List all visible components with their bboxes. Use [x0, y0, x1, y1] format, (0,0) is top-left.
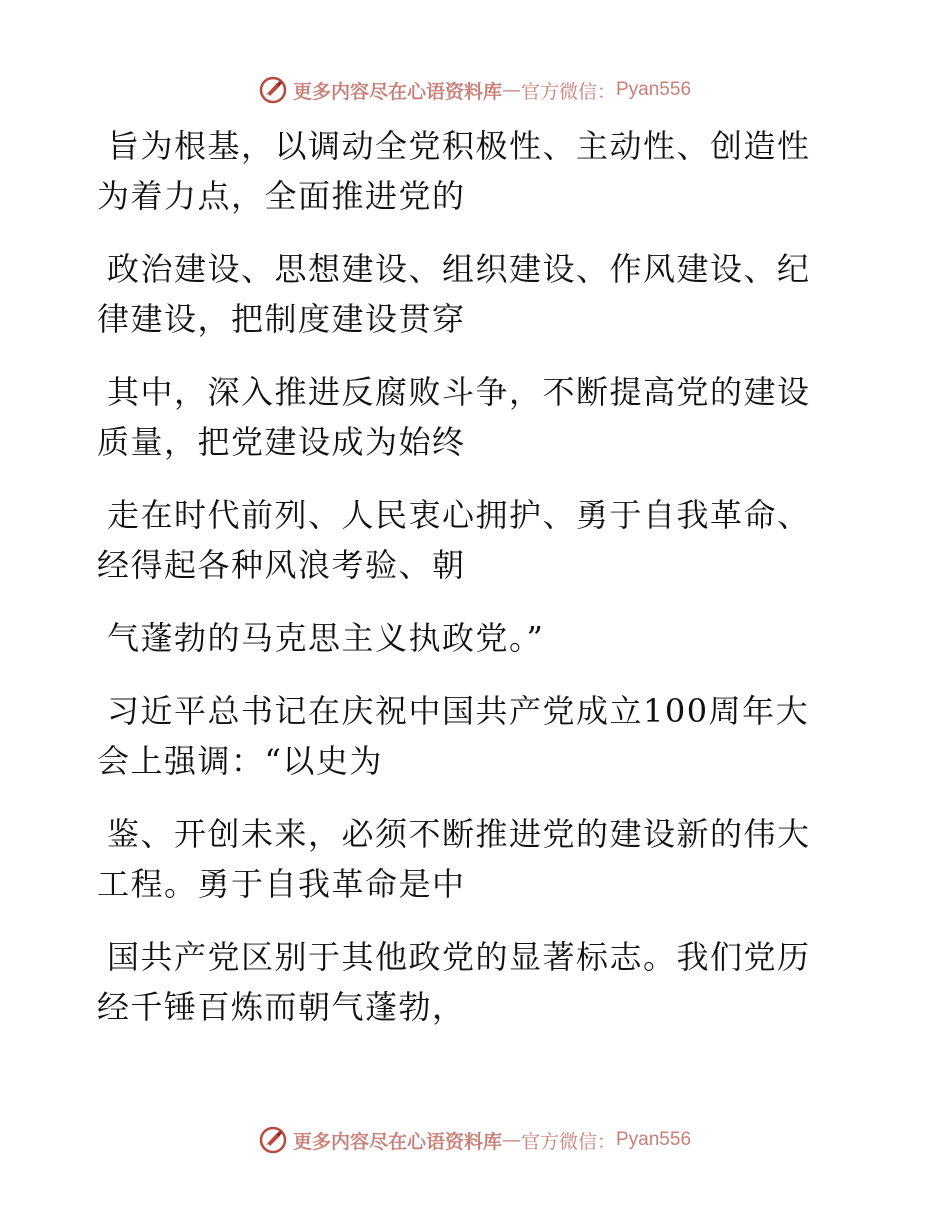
footer-watermark-banner	[0, 1120, 950, 1160]
paragraph-line: 工程。勇于自我革命是中	[97, 865, 466, 903]
paragraph-line: 气蓬勃的马克思主义执政党。”	[107, 619, 545, 657]
banner-main-text: 更多内容尽在心语资料库	[292, 80, 502, 103]
banner-separator: —	[501, 79, 521, 101]
paragraph-line: 经得起各种风浪考验、朝	[97, 546, 466, 584]
pen-nib-logo-icon	[259, 76, 287, 104]
paragraph-2	[97, 244, 832, 344]
paragraph-line: 旨为根基，以调动全党积极性、主动性、创造性	[107, 127, 811, 165]
paragraph-line: 走在时代前列、人民衷心拥护、勇于自我革命、	[107, 496, 811, 534]
paragraph-line: 鉴、开创未来，必须不断推进党的建设新的伟大	[107, 815, 811, 853]
paragraph-3	[97, 367, 832, 467]
paragraph-8	[97, 932, 832, 1032]
paragraph-1	[97, 121, 832, 221]
paragraph-line: 其中，深入推进反腐败斗争，不断提高党的建设	[107, 373, 811, 411]
banner-separator: —	[501, 1129, 521, 1151]
paragraph-line: 律建设，把制度建设贯穿	[97, 300, 466, 338]
banner-wechat-id: Pyan556	[616, 79, 692, 100]
paragraph-5	[97, 613, 832, 663]
paragraph-line: 质量，把党建设成为始终	[97, 423, 466, 461]
paragraph-line: 会上强调：“以史为	[97, 742, 383, 780]
paragraph-line: 经千锤百炼而朝气蓬勃，	[97, 988, 466, 1026]
paragraph-6	[97, 686, 832, 786]
header-watermark-banner	[0, 70, 950, 110]
paragraph-4	[97, 490, 832, 590]
banner-main-text: 更多内容尽在心语资料库	[292, 1130, 502, 1153]
document-body	[97, 121, 832, 1055]
banner-wechat-id: Pyan556	[616, 1129, 692, 1150]
banner-wechat-label: 官方微信：	[520, 1130, 616, 1153]
paragraph-line: 习近平总书记在庆祝中国共产党成立100周年大	[107, 692, 810, 730]
pen-nib-logo-icon	[259, 1126, 287, 1154]
banner-wechat-label: 官方微信：	[520, 80, 616, 103]
paragraph-line: 为着力点，全面推进党的	[97, 177, 466, 215]
paragraph-7	[97, 809, 832, 909]
paragraph-line: 国共产党区别于其他政党的显著标志。我们党历	[107, 938, 811, 976]
paragraph-line: 政治建设、思想建设、组织建设、作风建设、纪	[107, 250, 811, 288]
